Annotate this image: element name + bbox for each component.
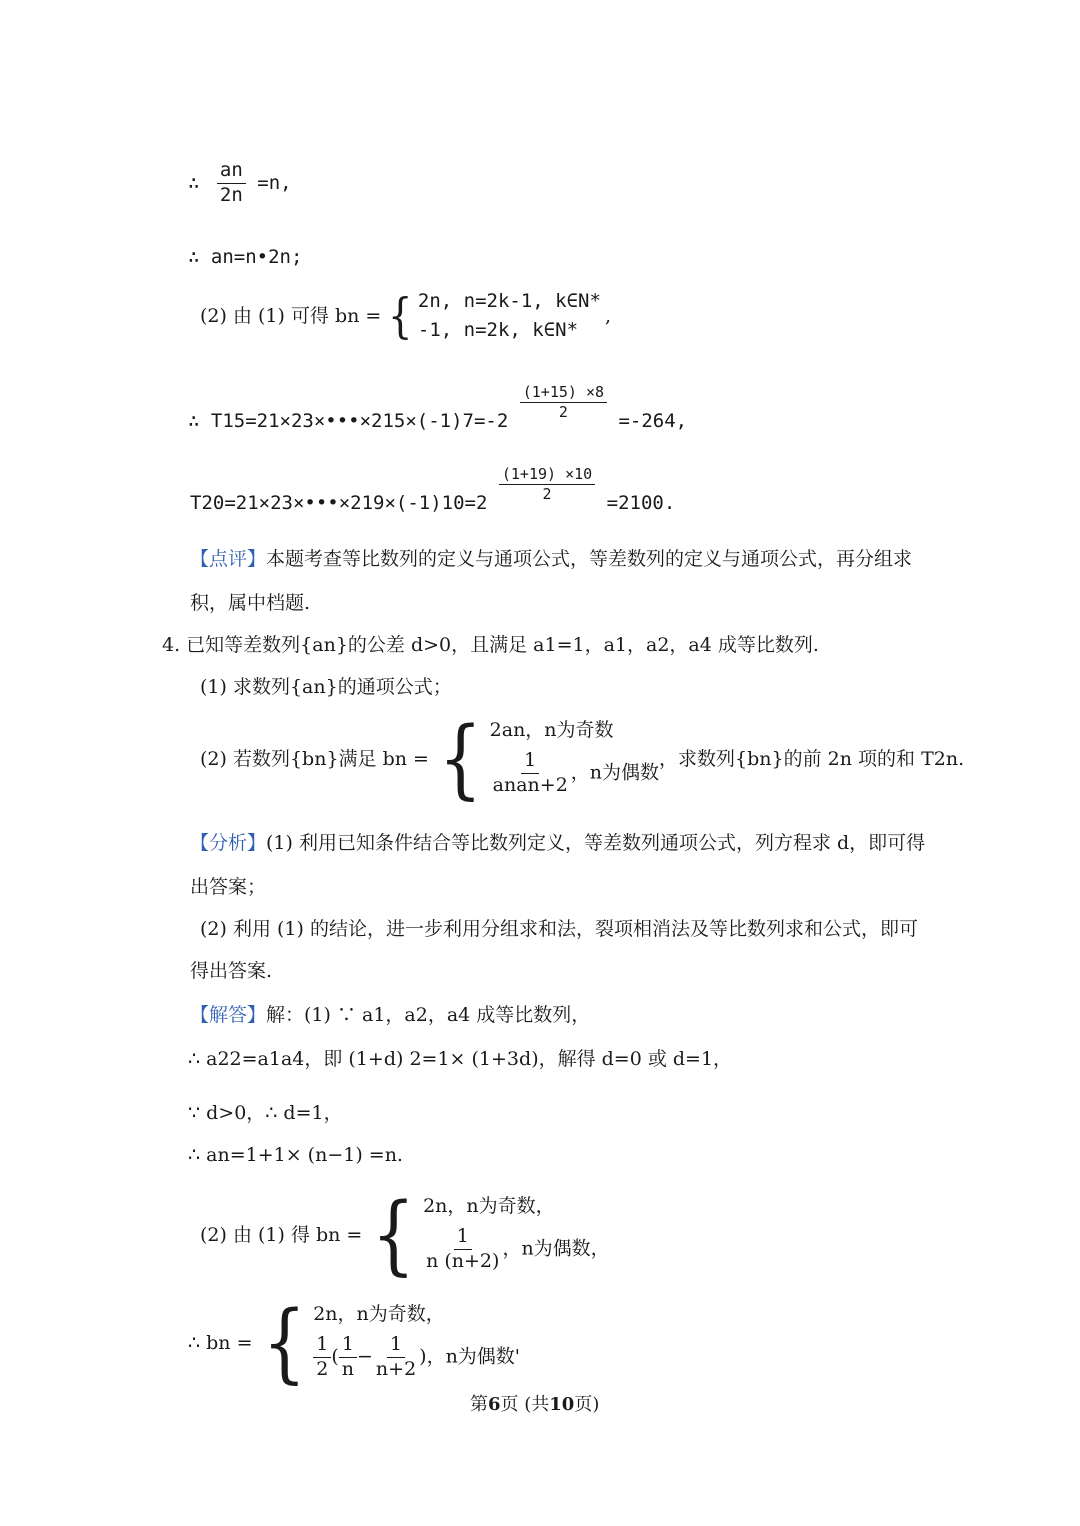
exponent-fraction-20: $\frac{(1+19) \times 10}{2}$ bbox=[499, 466, 595, 504]
review-paragraph: 【点评】本题考查等比数列的定义与通项公式，等差数列的定义与通项公式，再分组求 bbox=[190, 548, 913, 570]
page-footer: 第6页 (共10页) bbox=[470, 1394, 600, 1415]
piecewise-cases: 2n，n为奇数， $\frac{1}{2}$ ( $\frac{1}{n}$ − $\frac{1}{n+2}$ )，n为偶数' bbox=[313, 1303, 521, 1380]
left-brace: { bbox=[261, 1293, 306, 1393]
page-total: 10 bbox=[549, 1394, 575, 1415]
left-brace: { bbox=[438, 709, 483, 809]
solution-line-5: (2) 由 (1) 得 bn = { 2n，n为奇数， $\frac{1}{n (n+2)}$ ，n为偶数， bbox=[200, 1185, 610, 1285]
solution-line-4: ∴ an=1+1× (n−1) =n. bbox=[188, 1144, 403, 1166]
math-line-2: ∴ an=n•2n; bbox=[188, 246, 303, 268]
analysis-paragraph-cont: 出答案； bbox=[190, 876, 267, 898]
solution-line-2: ∴ a22=a1a4，即 (1+d) 2=1× (1+3d)，解得 d=0 或 d=1， bbox=[188, 1048, 733, 1070]
math-line-t20: T20=21×23×•••×219×(-1)10=2 $\frac{(1+19) \times 10}{2}$ =2100. bbox=[190, 465, 676, 514]
analysis-paragraph-2: (2) 利用 (1) 的结论，进一步利用分组求和法，裂项相消法及等比数列求和公式，即可 bbox=[200, 918, 918, 940]
question-4-part-2: (2) 若数列{bn}满足 bn = { 2an，n为奇数 $\frac{1}{\text{anan+2}}$ ，n为偶数 ，求数列{bn}的前 2n 项的和 T2n. bbox=[200, 709, 965, 809]
math-line-3: (2) 由 (1) 可得 bn = { 2n, n=2k-1, k∈N* -1, n=2k, k∈N* , bbox=[200, 288, 611, 344]
solution-tag: 【解答】 bbox=[190, 1004, 267, 1026]
analysis-paragraph-2-cont: 得出答案. bbox=[190, 960, 273, 982]
page-number: 6 bbox=[488, 1394, 501, 1415]
review-tag: 【点评】 bbox=[190, 548, 267, 570]
solution-line-3: ∵ d>0，∴ d=1， bbox=[188, 1102, 343, 1124]
review-paragraph-cont: 积，属中档题. bbox=[190, 592, 311, 614]
fraction-an-over-2n: $\frac{an}{2n}$ bbox=[217, 160, 246, 207]
question-4: 4. 已知等差数列{an}的公差 d>0，且满足 a1=1，a1，a2，a4 成等比数列. bbox=[162, 634, 819, 656]
piecewise-cases: 2n，n为奇数， $\frac{1}{n (n+2)}$ ，n为偶数， bbox=[423, 1195, 610, 1272]
question-4-part-1: (1) 求数列{an}的通项公式； bbox=[200, 676, 452, 698]
exponent-fraction-15: $\frac{(1+15) \times 8}{2}$ bbox=[520, 384, 607, 422]
piecewise-cases: 2an，n为奇数 $\frac{1}{\text{anan+2}}$ ，n为偶数 bbox=[489, 719, 660, 796]
analysis-tag: 【分析】 bbox=[190, 832, 267, 854]
left-brace: { bbox=[371, 1185, 416, 1285]
math-line-1: ∴ $\frac{an}{2n}$ =n, bbox=[188, 159, 292, 206]
analysis-paragraph: 【分析】(1) 利用已知条件结合等比数列定义，等差数列通项公式，列方程求 d，即可得 bbox=[190, 832, 926, 854]
left-brace: { bbox=[388, 288, 413, 344]
solution-line-6: ∴ bn = { 2n，n为奇数， $\frac{1}{2}$ ( $\frac{1}{n}$ − $\frac{1}{n+2}$ )，n为偶数' bbox=[188, 1293, 521, 1393]
piecewise-cases: 2n, n=2k-1, k∈N* -1, n=2k, k∈N* bbox=[417, 290, 601, 341]
math-line-t15: ∴ T15=21×23×•••×215×(-1)7=-2 $\frac{(1+15) \times 8}{2}$ =-264, bbox=[188, 383, 688, 432]
solution-paragraph: 【解答】解：(1) ∵ a1，a2，a4 成等比数列， bbox=[190, 1004, 591, 1026]
